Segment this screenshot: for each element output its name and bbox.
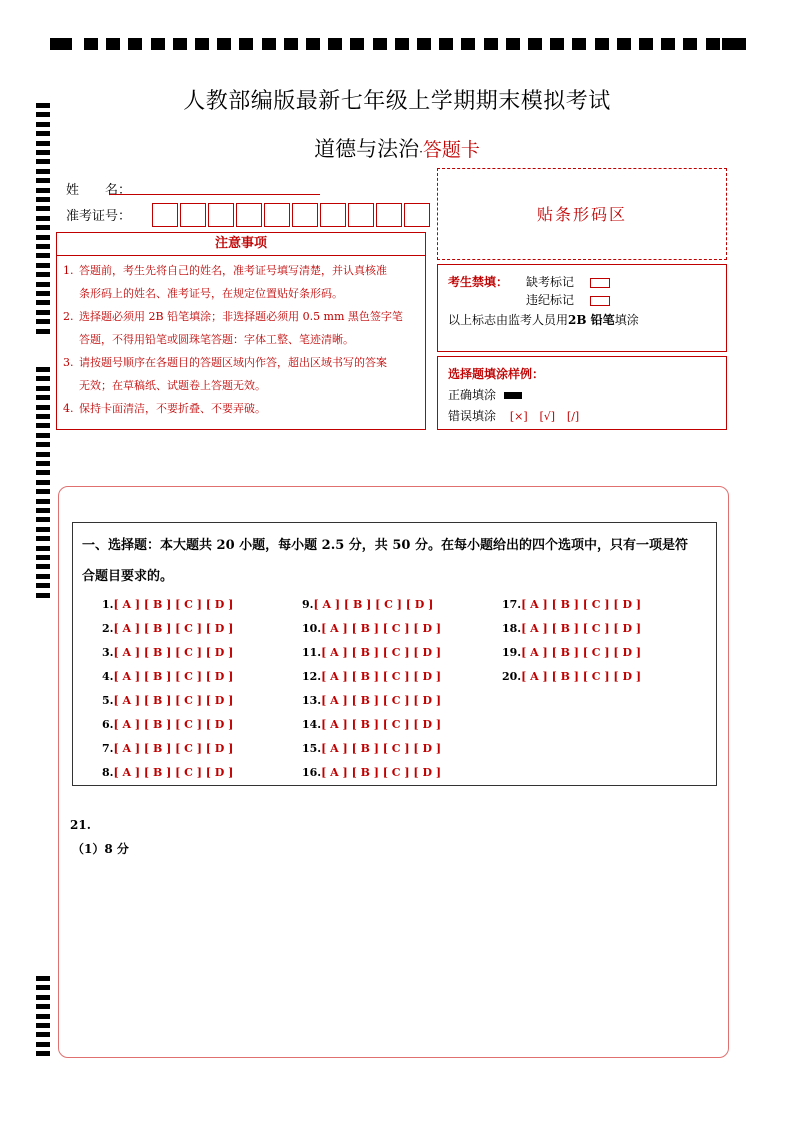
choice-question[interactable] <box>302 622 441 635</box>
choice-question[interactable] <box>102 718 233 731</box>
timing-mark <box>550 38 564 50</box>
violation-mark-box[interactable] <box>590 296 610 306</box>
answer-options[interactable]: [ A ] [ B ] [ C ] [ D ] <box>321 670 442 683</box>
timing-mark <box>36 216 50 221</box>
timing-mark <box>595 38 609 50</box>
notice-item-number: 2. <box>63 310 74 323</box>
top-timing-strip <box>50 38 746 50</box>
choice-question[interactable] <box>302 646 441 659</box>
question-21-sub: （1）8 分 <box>72 842 129 856</box>
timing-mark <box>36 405 50 410</box>
choice-question[interactable] <box>102 742 233 755</box>
timing-mark <box>239 38 253 50</box>
title-separator: · <box>419 145 423 159</box>
choice-question[interactable] <box>302 718 441 731</box>
answer-options[interactable]: [ A ] [ B ] [ C ] [ D ] <box>113 622 234 635</box>
answer-options[interactable]: [ A ] [ B ] [ C ] [ D ] <box>321 646 442 659</box>
question-number: 3. <box>102 646 114 659</box>
exam-id-digit-box[interactable] <box>180 203 206 227</box>
timing-mark <box>350 38 364 50</box>
exam-title: 人教部编版最新七年级上学期期末模拟考试 <box>183 89 611 114</box>
choice-question[interactable] <box>502 598 641 611</box>
timing-mark <box>36 414 50 419</box>
timing-mark <box>36 1042 50 1047</box>
notice-item-text: 无效；在草稿纸、试题卷上答题无效。 <box>79 379 266 392</box>
exam-id-digit-box[interactable] <box>404 203 430 227</box>
choice-question[interactable] <box>502 646 641 659</box>
exam-id-label: 准考证号： <box>66 209 132 224</box>
answer-options[interactable]: [ A ] [ B ] [ C ] [ D ] <box>113 598 234 611</box>
exam-id-digit-box[interactable] <box>208 203 234 227</box>
timing-mark <box>173 38 187 50</box>
choice-question[interactable] <box>102 622 233 635</box>
forbidden-note-suffix: 填涂 <box>614 313 639 327</box>
exam-id-digit-box[interactable] <box>320 203 346 227</box>
timing-mark <box>36 263 50 268</box>
correct-fill-row <box>448 386 522 403</box>
answer-options[interactable]: [ A ] [ B ] [ C ] [ D ] <box>113 646 234 659</box>
answer-options[interactable]: [ A ] [ B ] [ C ] [ D ] <box>321 742 442 755</box>
timing-mark <box>36 376 50 381</box>
answer-options[interactable]: [ A ] [ B ] [ C ] [ D ] <box>321 622 442 635</box>
name-label: 姓 名： <box>66 183 132 198</box>
question-number: 20. <box>502 670 522 683</box>
timing-mark <box>106 38 120 50</box>
subject-name: 道德与法治 <box>314 137 420 161</box>
timing-mark <box>417 38 431 50</box>
timing-mark <box>373 38 387 50</box>
timing-mark <box>36 169 50 174</box>
timing-mark <box>36 386 50 391</box>
choice-question[interactable] <box>302 766 441 779</box>
timing-mark <box>84 38 98 50</box>
timing-mark <box>36 423 50 428</box>
exam-id-boxes <box>152 203 432 227</box>
exam-id-digit-box[interactable] <box>292 203 318 227</box>
timing-mark <box>36 1032 50 1037</box>
absent-mark-label: 缺考标记 <box>526 275 575 289</box>
answer-options[interactable]: [ A ] [ B ] [ C ] [ D ] <box>321 766 442 779</box>
answer-options[interactable]: [ A ] [ B ] [ C ] [ D ] <box>521 646 642 659</box>
timing-mark <box>36 244 50 249</box>
timing-mark <box>36 480 50 485</box>
choice-question[interactable] <box>502 622 641 635</box>
timing-mark <box>36 470 50 475</box>
notice-box <box>56 232 426 430</box>
timing-mark <box>36 517 50 522</box>
choice-question[interactable] <box>102 670 233 683</box>
notice-item-number: 1. <box>63 264 74 277</box>
question-number: 6. <box>102 718 114 731</box>
timing-mark <box>36 225 50 230</box>
timing-mark <box>36 367 50 372</box>
wrong-mark-slash: [/] <box>566 410 580 423</box>
timing-mark <box>439 38 453 50</box>
timing-mark <box>128 38 142 50</box>
choice-question[interactable] <box>302 694 441 707</box>
timing-mark <box>617 38 631 50</box>
timing-mark <box>36 310 50 315</box>
notice-item-text: 保持卡面清洁，不要折叠、不要弄破。 <box>79 402 266 415</box>
absent-mark-row <box>526 273 610 290</box>
answer-options[interactable]: [ A ] [ B ] [ C ] [ D ] <box>113 718 234 731</box>
timing-mark <box>36 188 50 193</box>
choice-instruction-line1: 一、选择题：本大题共 20 小题，每小题 2.5 分，共 50 分。在每小题给出的四个选项中，只有一项是符 <box>82 538 688 553</box>
answer-options[interactable]: [ A ] [ B ] [ C ] [ D ] <box>321 694 442 707</box>
choice-question[interactable] <box>302 598 433 611</box>
timing-mark <box>36 197 50 202</box>
notice-item-number: 3. <box>63 356 74 369</box>
exam-id-digit-box[interactable] <box>236 203 262 227</box>
timing-mark <box>36 564 50 569</box>
violation-mark-label: 违纪标记 <box>526 293 575 307</box>
timing-mark <box>528 38 542 50</box>
exam-id-digit-box[interactable] <box>152 203 178 227</box>
timing-mark <box>36 1023 50 1028</box>
choice-question[interactable] <box>102 598 233 611</box>
timing-mark <box>661 38 675 50</box>
timing-mark <box>36 574 50 579</box>
timing-mark <box>722 38 746 50</box>
notice-item-text: 答题前，考生先将自己的姓名，准考证号填写清楚，并认真核准 <box>79 264 387 277</box>
question-number: 8. <box>102 766 114 779</box>
notice-item-number: 4. <box>63 402 74 415</box>
question-number: 17. <box>502 598 522 611</box>
timing-mark <box>36 985 50 990</box>
notice-item-text: 请按题号顺序在各题目的答题区域内作答，超出区域书写的答案 <box>79 356 387 369</box>
timing-mark <box>36 291 50 296</box>
timing-mark <box>36 555 50 560</box>
choice-instruction-line2: 合题目要求的。 <box>82 569 174 584</box>
timing-mark <box>506 38 520 50</box>
question-number: 18. <box>502 622 522 635</box>
choice-question[interactable] <box>102 646 233 659</box>
notice-item-text: 答题，不得用铅笔或圆珠笔答题：字体工整、笔迹清晰。 <box>79 333 354 346</box>
timing-mark <box>572 38 586 50</box>
timing-mark <box>36 527 50 532</box>
question-number: 12. <box>302 670 322 683</box>
question-number: 11. <box>302 646 322 659</box>
question-number: 19. <box>502 646 522 659</box>
timing-mark <box>195 38 209 50</box>
timing-mark <box>36 395 50 400</box>
question-number: 7. <box>102 742 114 755</box>
forbidden-note <box>448 311 639 328</box>
question-number: 9. <box>302 598 314 611</box>
answer-options[interactable]: [ A ] [ B ] [ C ] [ D ] <box>113 766 234 779</box>
answer-options[interactable]: [ A ] [ B ] [ C ] [ D ] <box>521 622 642 635</box>
answer-options[interactable]: [ A ] [ B ] [ C ] [ D ] <box>521 598 642 611</box>
wrong-fill-label: 错误填涂 <box>448 409 497 423</box>
name-field[interactable] <box>110 193 320 195</box>
timing-mark <box>36 1051 50 1056</box>
forbidden-label: 考生禁填： <box>448 275 509 289</box>
timing-mark <box>36 235 50 240</box>
question-21-number: 21. <box>70 818 91 832</box>
wrong-mark-check: [√] <box>539 410 556 423</box>
wrong-mark-cross: [×] <box>509 410 528 423</box>
notice-item <box>63 259 423 305</box>
notice-item-text: 条形码上的姓名、准考证号，在规定位置贴好条形码。 <box>79 287 343 300</box>
choice-question[interactable] <box>502 670 641 683</box>
fill-sample-box <box>437 356 727 430</box>
subject-title <box>0 133 794 163</box>
timing-mark <box>36 536 50 541</box>
answer-options[interactable]: [ A ] [ B ] [ C ] [ D ] <box>113 742 234 755</box>
violation-mark-row <box>526 291 610 308</box>
question-number: 5. <box>102 694 114 707</box>
barcode-area <box>437 168 727 260</box>
answer-options[interactable]: [ A ] [ B ] [ C ] [ D ] <box>113 670 234 683</box>
choice-question[interactable] <box>102 694 233 707</box>
question-number: 1. <box>102 598 114 611</box>
question-number: 4. <box>102 670 114 683</box>
answer-sheet-label: 答题卡 <box>422 139 480 161</box>
timing-mark <box>36 461 50 466</box>
question-number: 15. <box>302 742 322 755</box>
timing-mark <box>217 38 231 50</box>
exam-id-digit-box[interactable] <box>264 203 290 227</box>
question-number: 10. <box>302 622 322 635</box>
timing-mark <box>306 38 320 50</box>
correct-fill-mark <box>504 392 522 399</box>
timing-mark <box>36 1014 50 1019</box>
question-number: 14. <box>302 718 322 731</box>
timing-mark <box>36 319 50 324</box>
question-number: 2. <box>102 622 114 635</box>
timing-mark <box>36 546 50 551</box>
choice-question[interactable] <box>102 766 233 779</box>
timing-mark <box>36 1004 50 1009</box>
examinee-forbidden-box <box>437 264 727 352</box>
timing-mark <box>36 499 50 504</box>
timing-mark <box>36 452 50 457</box>
timing-mark <box>484 38 498 50</box>
timing-mark <box>36 976 50 981</box>
question-number: 16. <box>302 766 322 779</box>
timing-mark <box>706 38 720 50</box>
fill-sample-title: 选择题填涂样例： <box>448 367 545 381</box>
forbidden-note-bold: 2B 铅笔 <box>568 313 615 327</box>
timing-mark <box>151 38 165 50</box>
answer-options[interactable]: [ A ] [ B ] [ C ] [ D ] <box>521 670 642 683</box>
choice-question[interactable] <box>302 742 441 755</box>
absent-mark-box[interactable] <box>590 278 610 288</box>
timing-mark <box>36 508 50 513</box>
timing-mark <box>36 433 50 438</box>
timing-mark <box>461 38 475 50</box>
timing-mark <box>50 38 72 50</box>
timing-mark <box>639 38 653 50</box>
timing-mark <box>36 593 50 598</box>
exam-id-digit-box[interactable] <box>348 203 374 227</box>
left-timing-strip-lower <box>36 976 50 1064</box>
left-timing-strip-middle <box>36 367 50 599</box>
wrong-fill-row <box>448 407 579 424</box>
answer-options[interactable]: [ A ] [ B ] [ C ] [ D ] <box>313 598 434 611</box>
timing-mark <box>328 38 342 50</box>
timing-mark <box>36 122 50 127</box>
timing-mark <box>36 329 50 334</box>
correct-fill-label: 正确填涂 <box>448 388 497 402</box>
timing-mark <box>36 489 50 494</box>
notice-title: 注意事项 <box>57 233 425 256</box>
answer-options[interactable]: [ A ] [ B ] [ C ] [ D ] <box>321 718 442 731</box>
answer-options[interactable]: [ A ] [ B ] [ C ] [ D ] <box>113 694 234 707</box>
timing-mark <box>36 272 50 277</box>
timing-mark <box>395 38 409 50</box>
forbidden-note-prefix: 以上标志由监考人员用 <box>448 313 569 327</box>
exam-id-digit-box[interactable] <box>376 203 402 227</box>
notice-item <box>63 351 423 397</box>
timing-mark <box>683 38 697 50</box>
timing-mark <box>262 38 276 50</box>
notice-item <box>63 397 423 420</box>
notice-item-text: 选择题必须用 2B 铅笔填涂；非选择题必须用 0.5 mm 黑色签字笔 <box>79 310 403 323</box>
barcode-label: 贴条形码区 <box>536 205 627 224</box>
timing-mark <box>36 442 50 447</box>
question-number: 13. <box>302 694 322 707</box>
timing-mark <box>36 178 50 183</box>
timing-mark <box>36 583 50 588</box>
notice-item <box>63 305 423 351</box>
timing-mark <box>36 995 50 1000</box>
timing-mark <box>284 38 298 50</box>
choice-question[interactable] <box>302 670 441 683</box>
timing-mark <box>36 282 50 287</box>
timing-mark <box>36 300 50 305</box>
timing-mark <box>36 206 50 211</box>
timing-mark <box>36 253 50 258</box>
